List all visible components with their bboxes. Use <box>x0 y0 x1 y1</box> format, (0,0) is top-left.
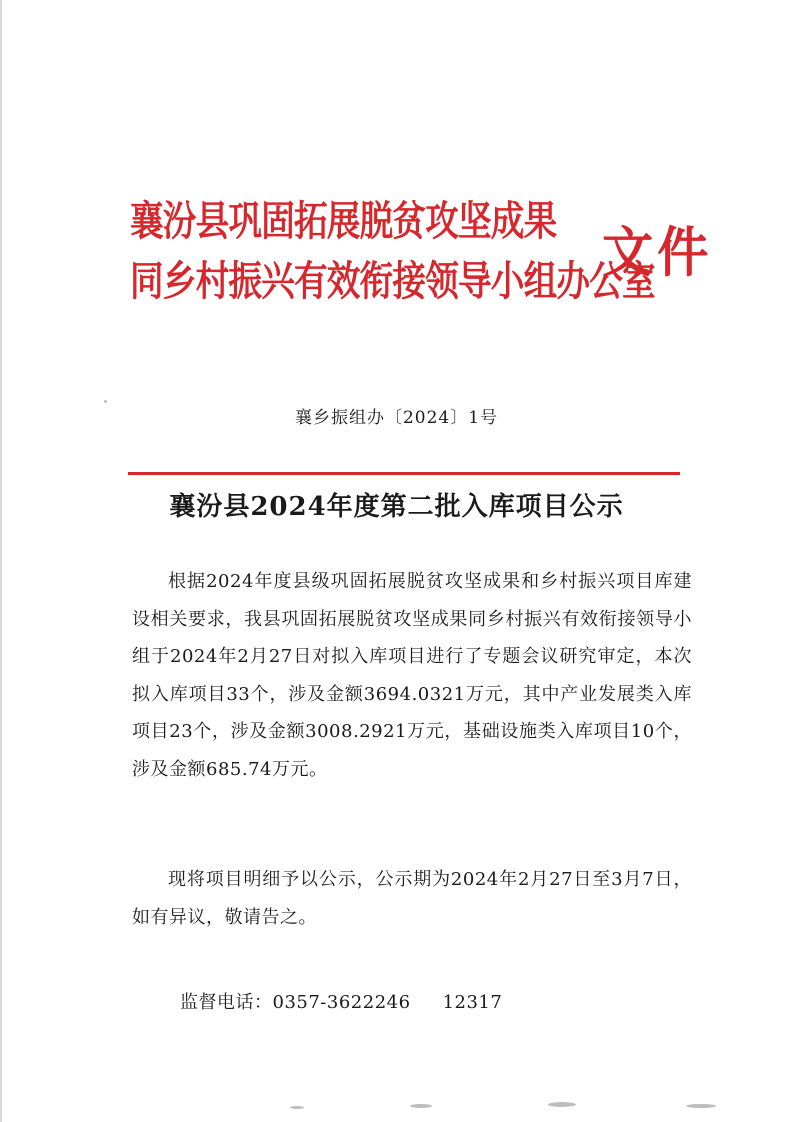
document-title: 襄汾县2024年度第二批入库项目公示 <box>169 492 624 522</box>
body-paragraph-2: 现将项目明细予以公示，公示期为2024年2月27日至3月7日，如有异议，敬请告之。 <box>132 869 692 928</box>
scan-speck <box>410 1104 432 1108</box>
red-divider-line <box>128 472 680 475</box>
document-label: 文件 <box>602 220 713 284</box>
hotline-number-2: 12317 <box>442 992 503 1013</box>
hotline-label: 监督电话： <box>180 992 273 1013</box>
body-paragraph-1: 根据2024年度县级巩固拓展脱贫攻坚成果和乡村振兴项目库建设相关要求，我县巩固拓展脱贫攻坚成果同乡村振兴有效衔接领导小组于2024年2月27日对拟入库项目进行了专题会议研究审定，本次拟入库项目33个，涉及金额3694.0321万元，其中产业发展类入库项目23个，涉及金额3008.2921万元，基础设施类入库项目10个，涉及金额685.74万元。 <box>132 571 692 780</box>
scan-speck <box>686 1104 716 1108</box>
document-number: 襄乡振组办〔2024〕1号 <box>294 408 499 428</box>
scan-edge <box>0 0 2 1122</box>
issuing-organization-line-1: 襄汾县巩固拓展脱贫攻坚成果 <box>130 197 557 245</box>
hotline-number-1: 0357-3622246 <box>272 992 411 1013</box>
supervision-hotline <box>180 988 502 1014</box>
scan-speck <box>104 400 107 403</box>
issuing-organization-line-2: 同乡村振兴有效衔接领导小组办公室 <box>130 257 655 305</box>
scan-speck <box>290 1106 304 1109</box>
red-header <box>118 188 718 318</box>
scan-speck <box>548 1102 576 1107</box>
